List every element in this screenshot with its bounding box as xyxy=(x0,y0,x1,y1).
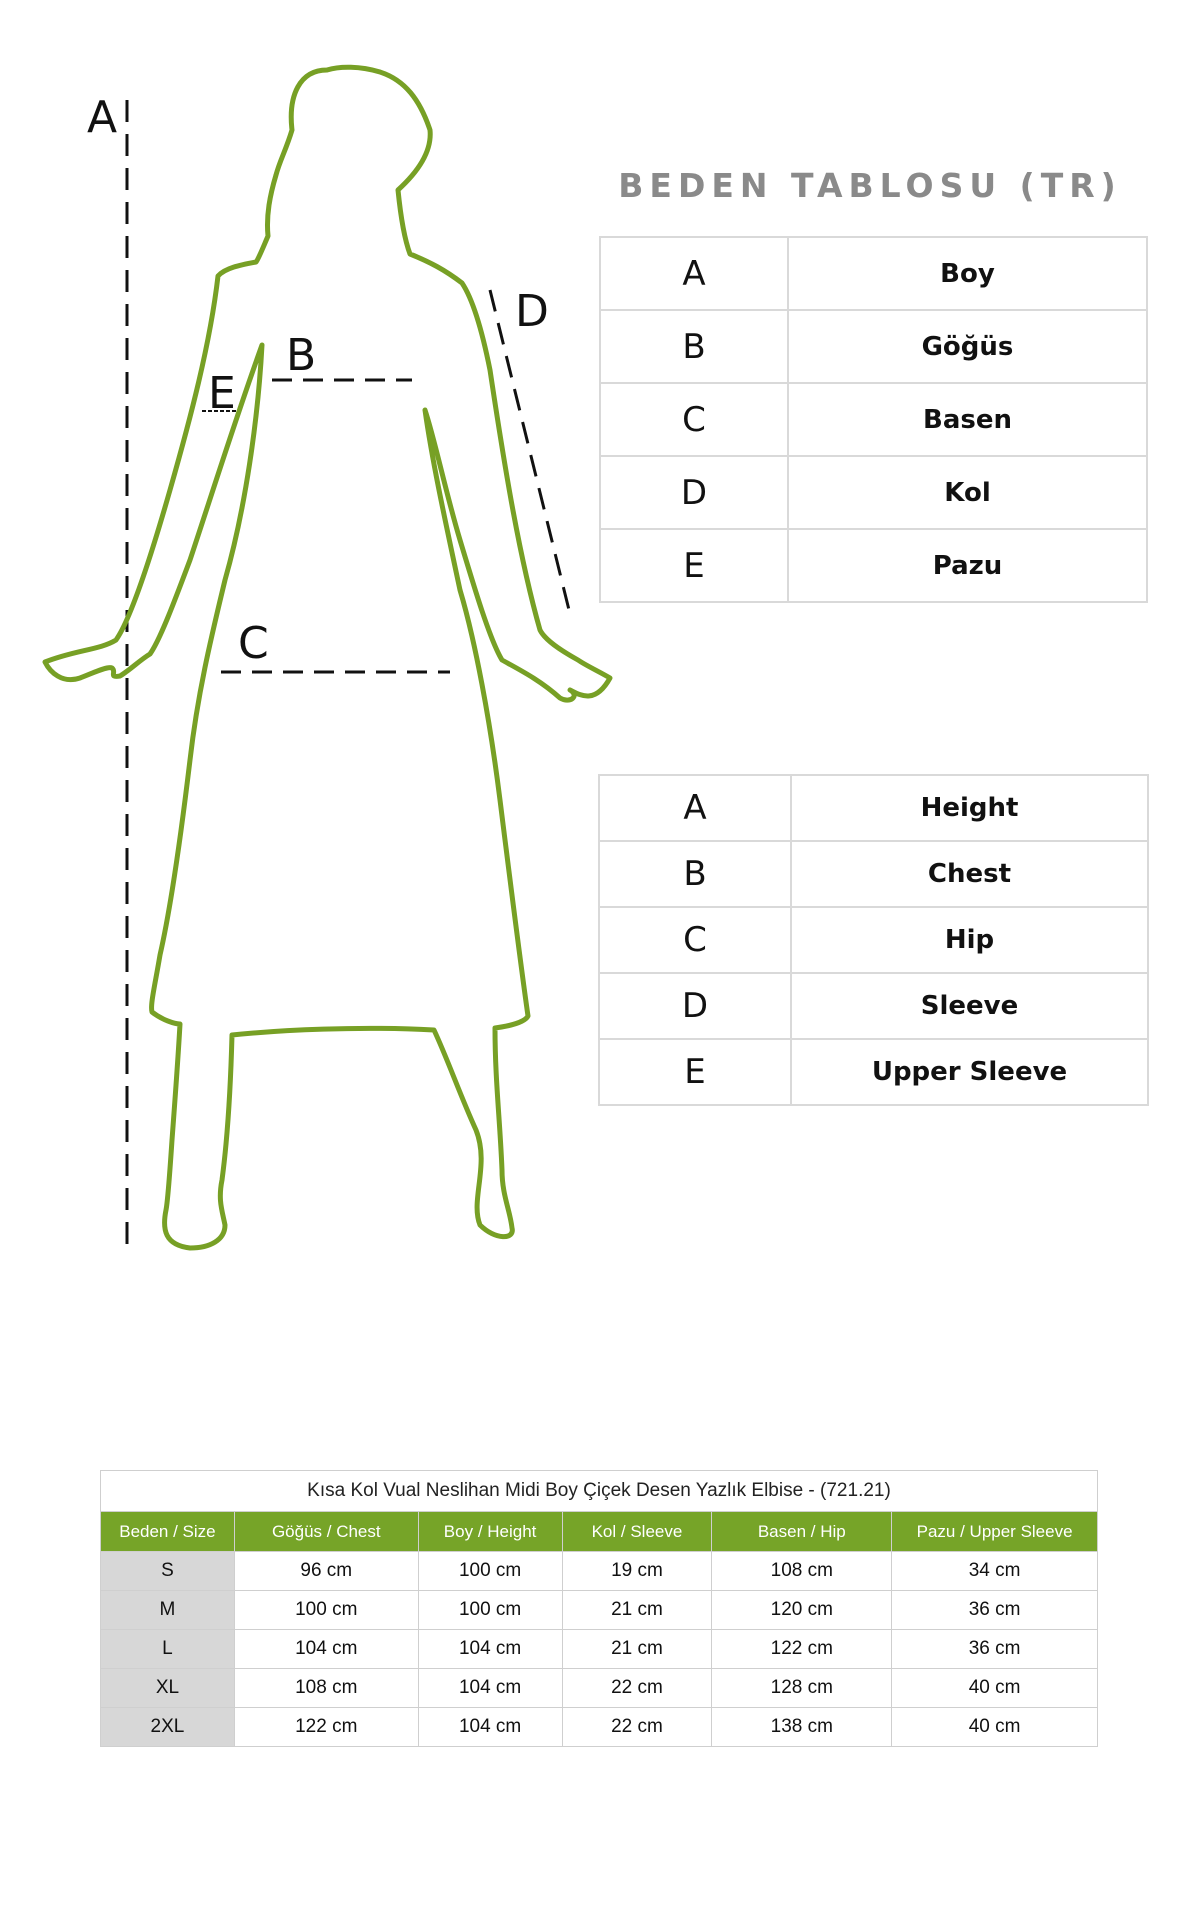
legend-code: D xyxy=(600,456,788,529)
legend-row xyxy=(600,237,1147,310)
marker-a: A xyxy=(87,92,118,143)
size-cell: 2XL xyxy=(101,1708,235,1747)
table-row xyxy=(101,1708,1098,1747)
legend-table-tr xyxy=(599,236,1148,603)
size-table xyxy=(100,1470,1098,1747)
marker-d: D xyxy=(515,286,549,337)
legend-code: E xyxy=(599,1039,791,1105)
legend-name: Göğüs xyxy=(788,310,1147,383)
legend-name: Upper Sleeve xyxy=(791,1039,1148,1105)
column-header-chest: Göğüs / Chest xyxy=(234,1512,418,1552)
upper-sleeve-cell: 34 cm xyxy=(892,1552,1098,1591)
chest-cell: 108 cm xyxy=(234,1669,418,1708)
dress-outline xyxy=(45,67,610,1248)
legend-code: B xyxy=(600,310,788,383)
legend-code: C xyxy=(600,383,788,456)
sleeve-cell: 22 cm xyxy=(562,1708,712,1747)
legend-code: B xyxy=(599,841,791,907)
legend-name: Height xyxy=(791,775,1148,841)
sleeve-cell: 21 cm xyxy=(562,1591,712,1630)
legend-row xyxy=(599,1039,1148,1105)
table-row xyxy=(101,1630,1098,1669)
table-row xyxy=(101,1669,1098,1708)
upper-sleeve-cell: 36 cm xyxy=(892,1630,1098,1669)
height-cell: 104 cm xyxy=(418,1669,562,1708)
hip-cell: 120 cm xyxy=(712,1591,892,1630)
legend-code: A xyxy=(600,237,788,310)
hip-cell: 108 cm xyxy=(712,1552,892,1591)
size-table-caption: Kısa Kol Vual Neslihan Midi Boy Çiçek Desen Yazlık Elbise - (721.21) xyxy=(101,1471,1098,1512)
column-header-sleeve: Kol / Sleeve xyxy=(562,1512,712,1552)
legend-table-en xyxy=(598,774,1149,1106)
upper-sleeve-cell: 40 cm xyxy=(892,1708,1098,1747)
legend-row xyxy=(599,841,1148,907)
column-header-hip: Basen / Hip xyxy=(712,1512,892,1552)
table-row xyxy=(101,1591,1098,1630)
column-header-upper-sleeve: Pazu / Upper Sleeve xyxy=(892,1512,1098,1552)
table-row xyxy=(101,1552,1098,1591)
chest-cell: 122 cm xyxy=(234,1708,418,1747)
legend-row xyxy=(600,529,1147,602)
size-table-caption-row xyxy=(101,1471,1098,1512)
legend-row xyxy=(600,456,1147,529)
legend-name: Basen xyxy=(788,383,1147,456)
upper-sleeve-cell: 36 cm xyxy=(892,1591,1098,1630)
chest-cell: 100 cm xyxy=(234,1591,418,1630)
legend-row xyxy=(599,973,1148,1039)
marker-c: C xyxy=(238,618,269,669)
legend-name: Sleeve xyxy=(791,973,1148,1039)
size-cell: XL xyxy=(101,1669,235,1708)
column-header-height: Boy / Height xyxy=(418,1512,562,1552)
size-cell: L xyxy=(101,1630,235,1669)
legend-code: C xyxy=(599,907,791,973)
sleeve-cell: 21 cm xyxy=(562,1630,712,1669)
legend-row xyxy=(599,775,1148,841)
size-table-header-row xyxy=(101,1512,1098,1552)
legend-code: A xyxy=(599,775,791,841)
upper-sleeve-cell: 40 cm xyxy=(892,1669,1098,1708)
size-chart-title: BEDEN TABLOSU (TR) xyxy=(618,166,1122,205)
size-cell: M xyxy=(101,1591,235,1630)
legend-name: Hip xyxy=(791,907,1148,973)
chest-cell: 104 cm xyxy=(234,1630,418,1669)
marker-e: E xyxy=(208,368,236,419)
column-header-size: Beden / Size xyxy=(101,1512,235,1552)
legend-row xyxy=(600,383,1147,456)
size-cell: S xyxy=(101,1552,235,1591)
legend-name: Boy xyxy=(788,237,1147,310)
height-cell: 104 cm xyxy=(418,1708,562,1747)
legend-name: Pazu xyxy=(788,529,1147,602)
legend-code: E xyxy=(600,529,788,602)
sleeve-cell: 22 cm xyxy=(562,1669,712,1708)
sleeve-cell: 19 cm xyxy=(562,1552,712,1591)
legend-row xyxy=(600,310,1147,383)
legend-row xyxy=(599,907,1148,973)
hip-cell: 128 cm xyxy=(712,1669,892,1708)
height-cell: 100 cm xyxy=(418,1591,562,1630)
legend-name: Chest xyxy=(791,841,1148,907)
marker-b: B xyxy=(286,330,317,381)
legend-code: D xyxy=(599,973,791,1039)
chest-cell: 96 cm xyxy=(234,1552,418,1591)
legend-name: Kol xyxy=(788,456,1147,529)
hip-cell: 122 cm xyxy=(712,1630,892,1669)
height-cell: 104 cm xyxy=(418,1630,562,1669)
hip-cell: 138 cm xyxy=(712,1708,892,1747)
height-cell: 100 cm xyxy=(418,1552,562,1591)
